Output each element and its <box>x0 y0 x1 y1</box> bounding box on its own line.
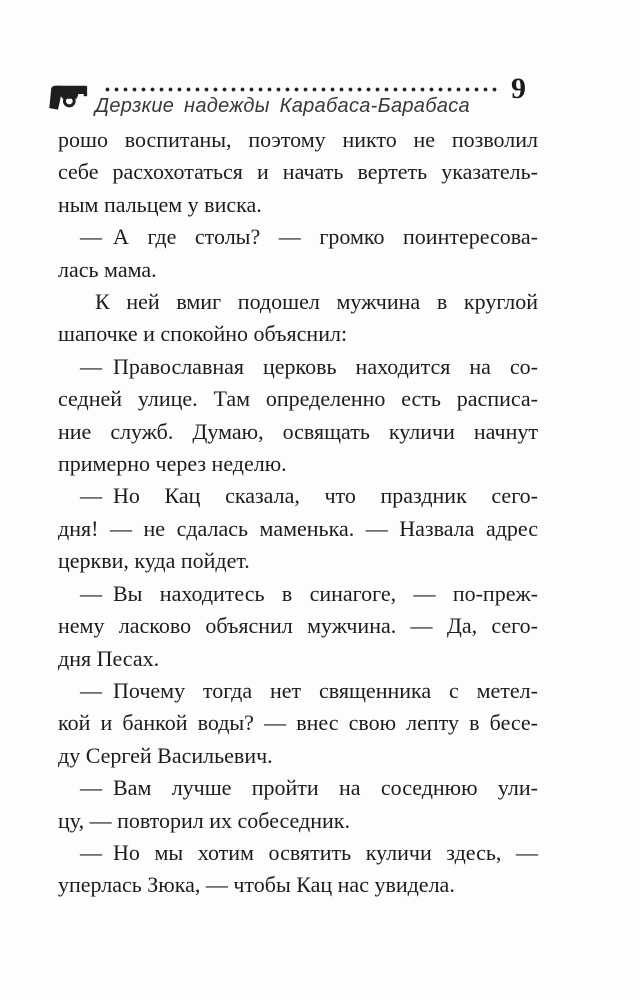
text-line: шапочке и спокойно объяснил: <box>58 321 348 347</box>
text-line: — Вам лучше пройти на соседнюю ули- <box>80 775 538 801</box>
text-line: дня! — не сдалась маменька. — Назвала адрес <box>58 515 538 541</box>
text-line: уперлась Зюка, — чтобы Кац нас увидела. <box>58 872 455 898</box>
text-line: ным пальцем у виска. <box>58 191 262 217</box>
paragraph <box>58 286 538 351</box>
paragraph <box>58 480 538 577</box>
text-line: — Вы находитесь в синагоге, — по-преж- <box>80 580 538 606</box>
text-line: себе расхохотаться и начать вертеть указатель- <box>58 159 538 185</box>
paragraph <box>58 837 538 902</box>
page-number: 9 <box>511 72 526 105</box>
text-line: цу, — повторил их собеседник. <box>58 807 350 833</box>
paragraph <box>58 124 538 221</box>
text-line: К ней вмиг подошел мужчина в круглой <box>95 289 538 315</box>
text-line: ду Сергей Васильевич. <box>58 742 273 768</box>
text-line: — А где столы? — громко поинтересова- <box>80 224 538 250</box>
paragraph <box>58 772 538 837</box>
text-line: дня Песах. <box>58 645 160 671</box>
text-line: — Почему тогда нет священника с метел- <box>80 677 538 703</box>
dotted-rule <box>103 87 499 92</box>
running-title: Дерзкие надежды Карабаса-Барабаса <box>95 95 470 117</box>
text-line: лась мама. <box>58 256 157 282</box>
text-line: — Православная церковь находится на со- <box>80 353 538 379</box>
pistol-icon <box>48 82 88 113</box>
text-line: — Но Кац сказала, что праздник сего- <box>80 483 538 509</box>
text-line: рошо воспитаны, поэтому никто не позволил <box>58 127 538 152</box>
paragraph <box>58 578 538 675</box>
paragraph <box>58 221 538 286</box>
text-line: седней улице. Там определенно есть расписа- <box>58 386 538 412</box>
text-line: примерно через неделю. <box>58 451 287 477</box>
text-line: кой и банкой воды? — внес свою лепту в бесе- <box>58 710 538 736</box>
paragraph <box>58 675 538 772</box>
text-line: — Но мы хотим освятить куличи здесь, — <box>80 839 538 865</box>
body-text <box>58 124 538 902</box>
paragraph <box>58 351 538 481</box>
text-line: нему ласково объяснил мужчина. — Да, сего- <box>58 613 538 639</box>
text-line: ние служб. Думаю, освящать куличи начнут <box>58 418 538 444</box>
text-line: церкви, куда пойдет. <box>58 548 250 574</box>
